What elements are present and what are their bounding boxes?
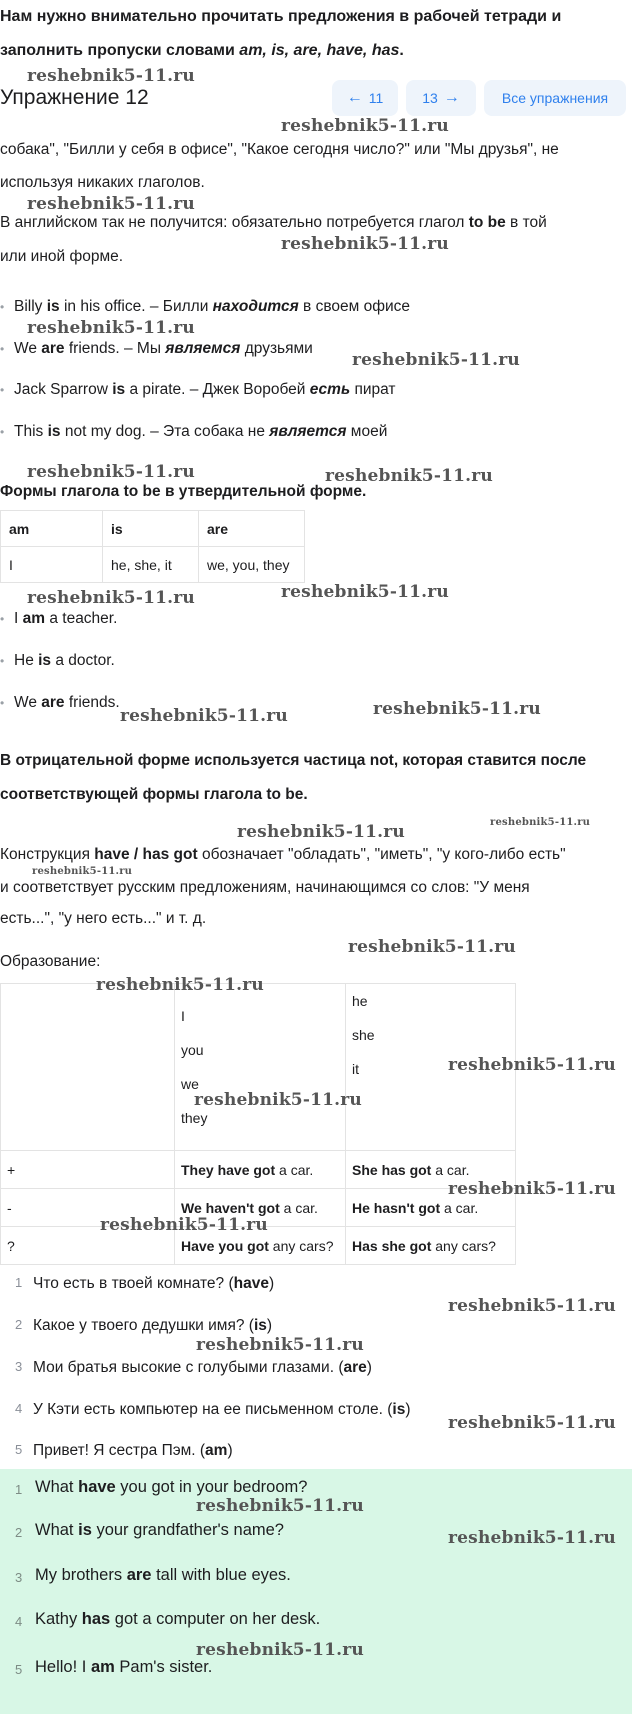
answer-number: 3	[15, 1570, 23, 1585]
watermark: reshebnik5-11.ru	[196, 1496, 364, 1516]
task-words: am, is, are, have, has	[239, 42, 400, 59]
have-line-1: Конструкция have / has got обозначает "обладать", "иметь", "у кого-либо есть"	[0, 846, 566, 863]
table-header: am	[1, 511, 103, 547]
table-cell: we, you, they	[199, 547, 305, 583]
table-cell: +	[1, 1151, 175, 1189]
task-line-2: заполнить пропуски словами am, is, are, have, has.	[0, 42, 404, 59]
next-exercise-label: 13	[422, 90, 438, 106]
pronoun: she	[352, 1027, 375, 1043]
table-cell: They have got a car.	[175, 1151, 346, 1189]
table-cell: ?	[1, 1227, 175, 1265]
task-description	[0, 0, 620, 68]
pronoun: we	[181, 1076, 199, 1092]
forms-heading: Формы глагола to be в утвердительной форме.	[0, 483, 367, 500]
watermark: reshebnik5-11.ru	[27, 462, 195, 482]
watermark: reshebnik5-11.ru	[281, 582, 449, 602]
watermark: reshebnik5-11.ru	[448, 1055, 616, 1075]
next-exercise-button[interactable]	[406, 80, 476, 116]
pronoun: you	[181, 1042, 204, 1058]
watermark: reshebnik5-11.ru	[373, 699, 541, 719]
watermark: reshebnik5-11.ru	[100, 1215, 268, 1235]
table-row	[1, 547, 305, 583]
negative-note-line-1: В отрицательной форме используется частица not, которая ставится после	[0, 752, 587, 769]
answer-number: 5	[15, 1662, 23, 1677]
answer-item: Kathy has got a computer on her desk.	[35, 1610, 321, 1628]
formation-label: Образование:	[0, 953, 101, 970]
watermark: reshebnik5-11.ru	[194, 1090, 362, 1110]
table-cell: I	[1, 547, 103, 583]
watermark: reshebnik5-11.ru	[237, 822, 405, 842]
watermark: reshebnik5-11.ru	[325, 466, 493, 486]
table-cell: We haven't got a car.	[175, 1189, 346, 1227]
table-header: is	[103, 511, 199, 547]
answer-item: My brothers are tall with blue eyes.	[35, 1566, 291, 1584]
table-cell: Have you got any cars?	[175, 1227, 346, 1265]
list-item: • We are friends. – Мы являемся друзьями	[14, 340, 313, 358]
table-row	[1, 511, 305, 547]
watermark: reshebnik5-11.ru	[448, 1413, 616, 1433]
watermark: reshebnik5-11.ru	[348, 937, 516, 957]
table-cell: -	[1, 1189, 175, 1227]
list-item: • He is a doctor.	[14, 652, 115, 670]
watermark: reshebnik5-11.ru	[352, 350, 520, 370]
have-line-3: есть...", "у него есть..." и т. д.	[0, 910, 207, 927]
have-line-2: и соответствует русским предложениям, начинающимся со слов: "У меня	[0, 879, 530, 896]
prev-exercise-label: 11	[368, 90, 384, 106]
pronoun: I	[181, 1008, 185, 1024]
intro-line-3: В английском так не получится: обязательно потребуется глагол to be в той	[0, 214, 547, 231]
to-be-forms-table	[0, 510, 305, 583]
table-row	[1, 984, 516, 1151]
answer-number: 2	[15, 1525, 23, 1540]
table-cell	[175, 984, 346, 1151]
answer-number: 4	[15, 1614, 23, 1629]
intro-line-4: или иной форме.	[0, 248, 124, 265]
watermark: reshebnik5-11.ru	[27, 318, 195, 338]
pronoun: it	[352, 1061, 359, 1077]
watermark: reshebnik5-11.ru	[27, 588, 195, 608]
intro-line-1: собака", "Билли у себя в офисе", "Какое сегодня число?" или "Мы друзья", не	[0, 141, 559, 158]
negative-note-line-2: соответствующей формы глагола to be.	[0, 786, 308, 803]
list-item: • We are friends.	[14, 694, 120, 712]
watermark: reshebnik5-11.ru	[96, 975, 264, 995]
watermark: reshebnik5-11.ru	[448, 1528, 616, 1548]
page-title: Упражнение 12	[0, 86, 149, 109]
list-item: • Billy is in his office. – Билли находится в своем офисе	[14, 298, 410, 316]
watermark: reshebnik5-11.ru	[448, 1296, 616, 1316]
all-exercises-button[interactable]: Все упражнения	[484, 80, 626, 116]
answer-item: What is your grandfather's name?	[35, 1521, 284, 1539]
watermark: reshebnik5-11.ru	[448, 1179, 616, 1199]
answer-number: 1	[15, 1482, 23, 1497]
watermark: reshebnik5-11.ru	[490, 817, 591, 828]
table-cell: he, she, it	[103, 547, 199, 583]
watermark: reshebnik5-11.ru	[32, 866, 133, 877]
watermark: reshebnik5-11.ru	[281, 234, 449, 254]
intro-line-2: используя никаких глаголов.	[0, 174, 205, 191]
pronoun: he	[352, 993, 368, 1009]
list-item: • This is not my dog. – Эта собака не является моей	[14, 423, 387, 441]
table-row	[1, 1151, 516, 1189]
table-cell: Has she got any cars?	[346, 1227, 516, 1265]
watermark: reshebnik5-11.ru	[196, 1335, 364, 1355]
table-cell: He hasn't got a car.	[346, 1189, 516, 1227]
arrow-right-icon: →	[443, 89, 460, 106]
watermark: reshebnik5-11.ru	[27, 194, 195, 214]
watermark: reshebnik5-11.ru	[120, 706, 288, 726]
watermark: reshebnik5-11.ru	[281, 116, 449, 136]
table-cell	[1, 984, 175, 1151]
watermark: reshebnik5-11.ru	[27, 66, 195, 86]
table-cell: She has got a car.	[346, 1151, 516, 1189]
prev-exercise-button[interactable]	[332, 80, 398, 116]
task-line-1: Нам нужно внимательно прочитать предложения в рабочей тетради и	[0, 8, 562, 25]
arrow-left-icon: ←	[346, 89, 363, 106]
pronoun: they	[181, 1110, 208, 1126]
list-item: • I am a teacher.	[14, 610, 117, 628]
list-item: • Jack Sparrow is a pirate. – Джек Воробей есть пират	[14, 381, 396, 399]
answer-item: Hello! I am Pam's sister.	[35, 1658, 213, 1676]
table-header: are	[199, 511, 305, 547]
watermark: reshebnik5-11.ru	[196, 1640, 364, 1660]
answer-item: What have you got in your bedroom?	[35, 1478, 308, 1496]
